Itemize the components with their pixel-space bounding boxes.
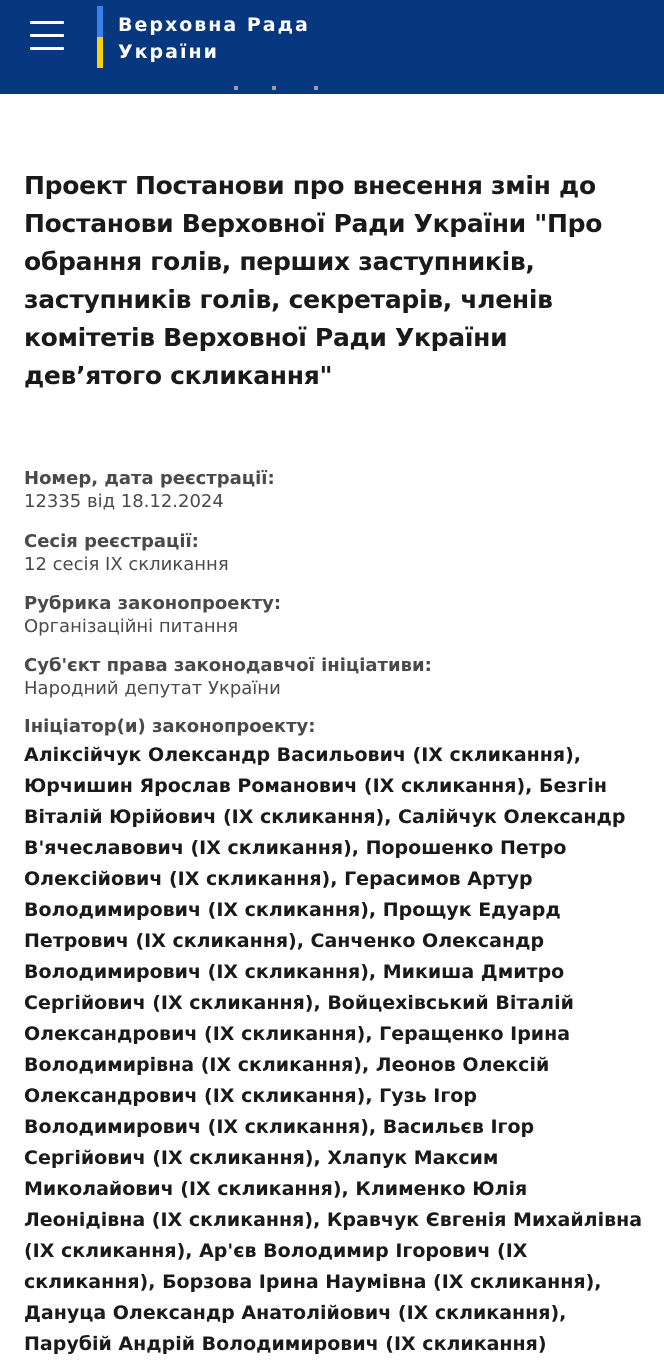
- registration-field: [24, 467, 644, 513]
- registration-label: Номер, дата реєстрації:: [24, 468, 275, 489]
- bill-title: Проект Постанови про внесення змін до Постанови Верховної Ради України "Про обрання голів, перших заступників, заступників голів, секретарів, членів комітетів Верховної Ради України дев’ятого скликання": [24, 171, 603, 390]
- subject-label: Суб'єкт права законодавчої ініціативи:: [24, 655, 432, 676]
- rubric-label: Рубрика законопроекту:: [24, 593, 282, 614]
- rubric-value: Організаційні питання: [24, 616, 239, 637]
- session-field: [24, 530, 644, 576]
- session-value: 12 сесія IX скликання: [24, 554, 229, 575]
- logo-line-1: Верховна Рада: [118, 14, 310, 36]
- flag-bar-logo-mark: [97, 6, 103, 68]
- initiators-label: Ініціатор(и) законопроекту:: [24, 716, 316, 737]
- rubric-field: [24, 592, 644, 638]
- registration-value: 12335 від 18.12.2024: [24, 491, 224, 512]
- logo-line-2: України: [118, 41, 219, 63]
- subject-value: Народний депутат України: [24, 678, 281, 699]
- initiators-field: [24, 715, 644, 1360]
- hamburger-menu-icon[interactable]: [28, 18, 68, 54]
- scrolled-breadcrumb-remnant: [232, 86, 322, 98]
- site-logo-link[interactable]: [118, 12, 310, 66]
- initiators-list: Аліксійчук Олександр Васильович (IX скликання), Юрчишин Ярослав Романович (IX скликання), Безгін Віталій Юрійович (IX скликання), Салійчук Олександр В'ячеславович (IX скликання), Порошенко Петро Олексійович (IX скликання), Герасимов Артур Володимирович (IX скликання), Прощук Едуард Петрович (IX скликання), Санченко Олександр Володимирович (IX скликання), Микиша Дмитро Сергійович (IX скликання), Войцехівський Віталій Олександрович (IX скликання), Геращенко Ірина Володимирівна (IX скликання), Леонов Олексій Олександрович (IX скликання), Гузь Ігор Володимирович (IX скликання), Васильєв Ігор Сергійович (IX скликання), Хлапук Максим Миколайович (IX скликання), Клименко Юлія Леонідівна (IX скликання), Кравчук Євгенія Михайлівна (IX скликання), Ар'єв Володимир Ігорович (IX скликання), Борзова Ірина Наумівна (IX скликання), Дануца Олександр Анатолійович (IX скликання), Парубій Андрій Володимирович (IX скликання): [24, 744, 643, 1355]
- session-label: Сесія реєстрації:: [24, 531, 199, 552]
- subject-field: [24, 654, 644, 700]
- site-header: [0, 0, 664, 94]
